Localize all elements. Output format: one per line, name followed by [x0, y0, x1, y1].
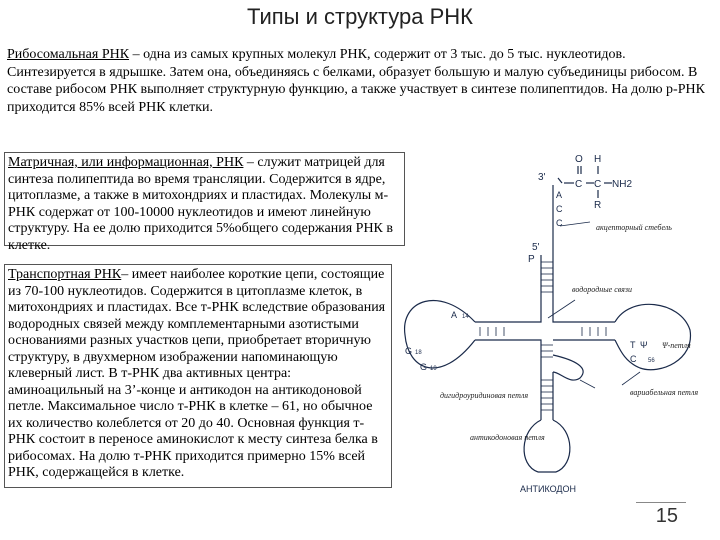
d-arm-upper: [475, 300, 541, 322]
variable-loop: [553, 355, 583, 380]
end-3-prime: 3': [538, 172, 546, 183]
chem-r: R: [594, 200, 602, 211]
num-14: 14: [462, 314, 469, 320]
ribosomal-term: Рибосомальная РНК: [7, 47, 130, 62]
num-56: 56: [648, 358, 655, 364]
base-g18: G: [405, 346, 413, 356]
chem-h: H: [594, 154, 602, 165]
bond-line: [558, 178, 562, 183]
base-t: T: [630, 340, 636, 350]
anticodon-loop-label: антикодоновая петля: [470, 433, 545, 442]
hydrogen-bonds-label: водородные связи: [572, 285, 632, 294]
d-loop: [405, 301, 475, 368]
anticodon-label: АНТИКОДОН: [520, 484, 577, 494]
base-g19: G: [420, 362, 428, 372]
chem-o: O: [575, 154, 583, 165]
slide-title: Типы и структура РНК: [247, 4, 473, 29]
t-arm-upper: [553, 300, 615, 322]
messenger-text: – служит матрицей для синтеза полипептида во время трансляции. Содержится в ядре, цитоплазме, а также в митохондриях и пластидах. Молекулы м-РНК содержат от 100-10000 нуклеотидов и имеют линейную структуру. На ее долю приходится 5%общего содержания РНК в клетке.: [8, 155, 393, 253]
trna-strands: [405, 166, 691, 472]
chem-nh2: NH2: [612, 179, 633, 190]
base-c1: C: [556, 204, 563, 214]
messenger-term: Матричная, или информационная, РНК: [8, 155, 244, 170]
base-c2: C: [556, 218, 563, 228]
label-pointers: [548, 222, 640, 388]
transport-term: Транспортная РНК: [8, 267, 122, 282]
variable-loop-label: вариабельная петля: [630, 388, 699, 397]
chem-c1: C: [575, 179, 583, 190]
d-arm-lower: [475, 340, 541, 355]
chem-c2: C: [594, 179, 602, 190]
acceptor-pointer: [560, 222, 590, 226]
variable-pointer: [580, 380, 595, 388]
phosphate-p: P: [528, 254, 535, 265]
dhu-loop-label: дигидроуридиновая петля: [440, 391, 529, 400]
anticodon-loop: [524, 420, 570, 472]
page-number-rule: [636, 502, 686, 503]
page-number: 15: [655, 505, 678, 527]
base-a1: A: [556, 190, 563, 200]
diagram-labels: [405, 154, 698, 494]
hbond-pointer: [548, 300, 575, 318]
acceptor-stem-label: акцепторный стебель: [596, 223, 672, 232]
base-c-loop: C: [630, 354, 637, 364]
num-19: 19: [430, 366, 437, 372]
ribosomal-text: – одна из самых крупных молекул РНК, содержит от 3 тыс. до 5 тыс. нуклеотидов. Синтезируется в ядрышке. Затем она, объединяясь с белками, образует большую и малую субъединицы рибосом. В составе рибосом РНК выполняет структурную функцию, а также участвует в синтезе полипептидов. На долю р-РНК приходится 85% всей РНК клетки.: [7, 47, 705, 115]
psi-loop-label: Ψ-петля: [662, 341, 691, 350]
num-18: 18: [415, 350, 422, 356]
base-a14: A: [451, 310, 458, 320]
transport-text: – имеет наиболее короткие цепи, состоящие из 70-100 нуклеотидов. Содержится в цитоплазме клеток, в митохондриях и пластидах. Все т-РНК вследствие образования водородных связей между комплементарными азотистыми основаниями разных участков цепи, приобретает вторичную структуру, в двухмерном изображении напоминающую клеверный лист. В т-РНК два активных центра: аминоацильный на 3’-конце и антикодон на антикодоновой петле. Максимальное число т-РНК в клетке – 61, но обычное их количество колеблется от 20 до 40. Основная функция т-РНК состоит в переносе аминокислот к месту синтеза белка в рибосомах. На долю т-РНК приходится примерно 15% всей РНК, содержащейся в клетке.: [8, 267, 386, 480]
end-5-prime: 5': [532, 242, 540, 253]
base-psi: Ψ: [640, 340, 648, 350]
psi-loop-pointer: [622, 372, 640, 385]
